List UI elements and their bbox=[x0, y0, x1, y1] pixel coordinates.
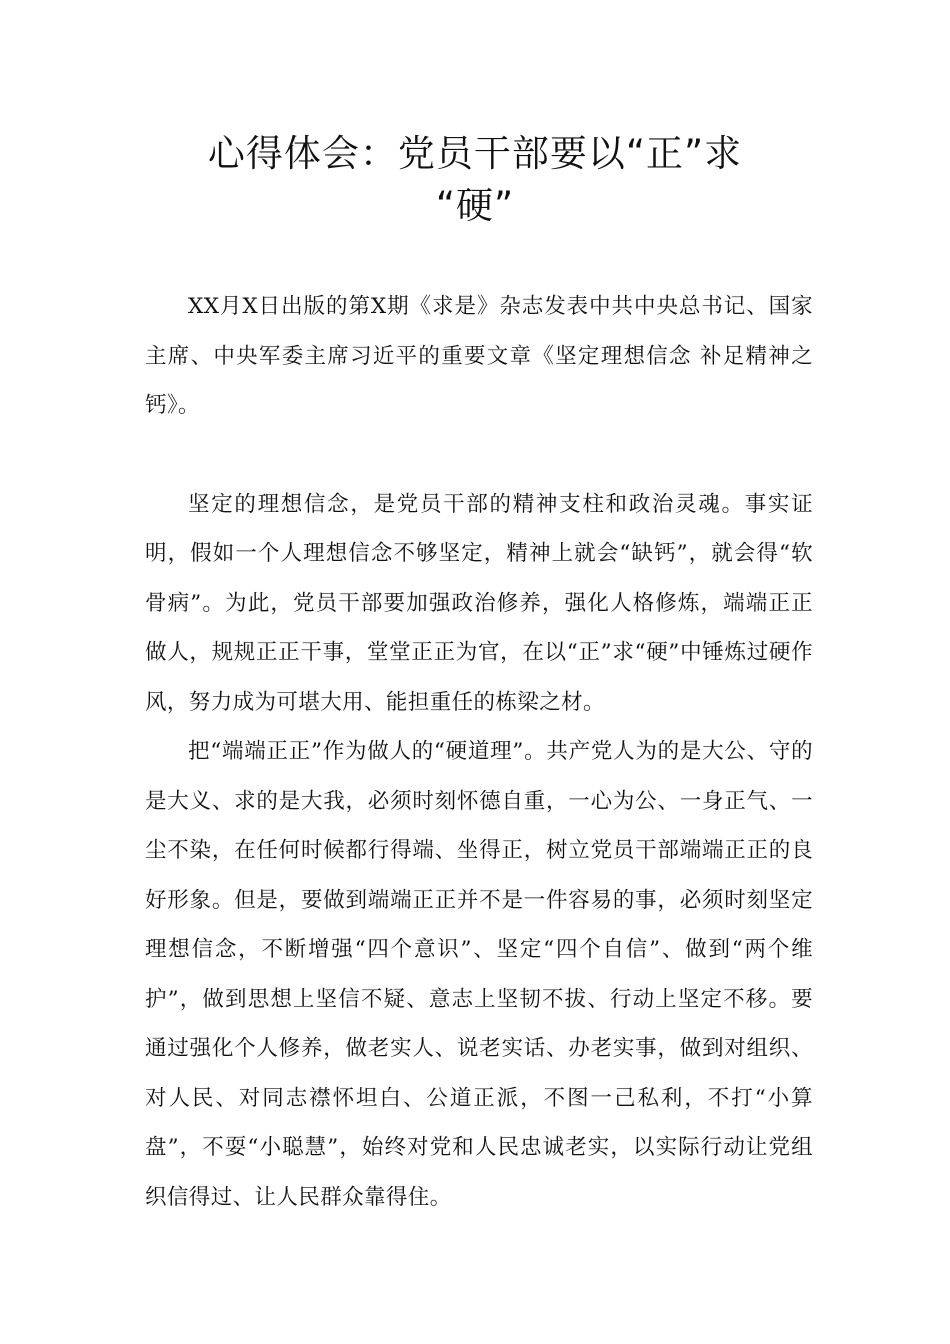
paragraph-upright: 把“端端正正”作为做人的“硬道理”。共产党人为的是大公、守的是大义、求的是大我，必须时刻怀德自重，一心为公、一身正气、一尘不染，在任何时候都行得端、坐得正，树立党员干部端端正正的良好形象。但是，要做到端端正正并不是一件容易的事，必须时刻坚定理想信念，不断增强“四个意识”、坚定“四个自信”、做到“两个维护”，做到思想上坚信不疑、意志上坚韧不拔、行动上坚定不移。要通过强化个人修养，做老实人、说老实话、办老实事，做到对组织、对人民、对同志襟怀坦白、公道正派，不图一己私利，不打“小算盘”，不耍“小聪慧”，始终对党和人民忠诚老实，以实际行动让党组织信得过、让人民群众靠得住。 bbox=[145, 739, 813, 1210]
document-body bbox=[145, 282, 813, 1222]
title-line-2: “硬” bbox=[435, 184, 515, 227]
paragraph-spacer bbox=[145, 431, 813, 480]
paragraph-ideals: 坚定的理想信念，是党员干部的精神支柱和政治灵魂。事实证明，假如一个人理想信念不够坚定，精神上就会“缺钙”，就会得“软骨病”。为此，党员干部要加强政治修养，强化人格修炼，端端正正做人，规规正正干事，堂堂正正为官，在以“正”求“硬”中锤炼过硬作风，努力成为可堪大用、能担重任的栋梁之材。 bbox=[145, 491, 813, 715]
title-line-1: 心得体会：党员干部要以“正”求 bbox=[207, 132, 743, 175]
paragraph-intro: XX月X日出版的第X期《求是》杂志发表中共中央总书记、国家主席、中央军委主席习近平的重要文章《坚定理想信念 补足精神之钙》。 bbox=[145, 294, 813, 418]
document-title bbox=[150, 128, 800, 232]
